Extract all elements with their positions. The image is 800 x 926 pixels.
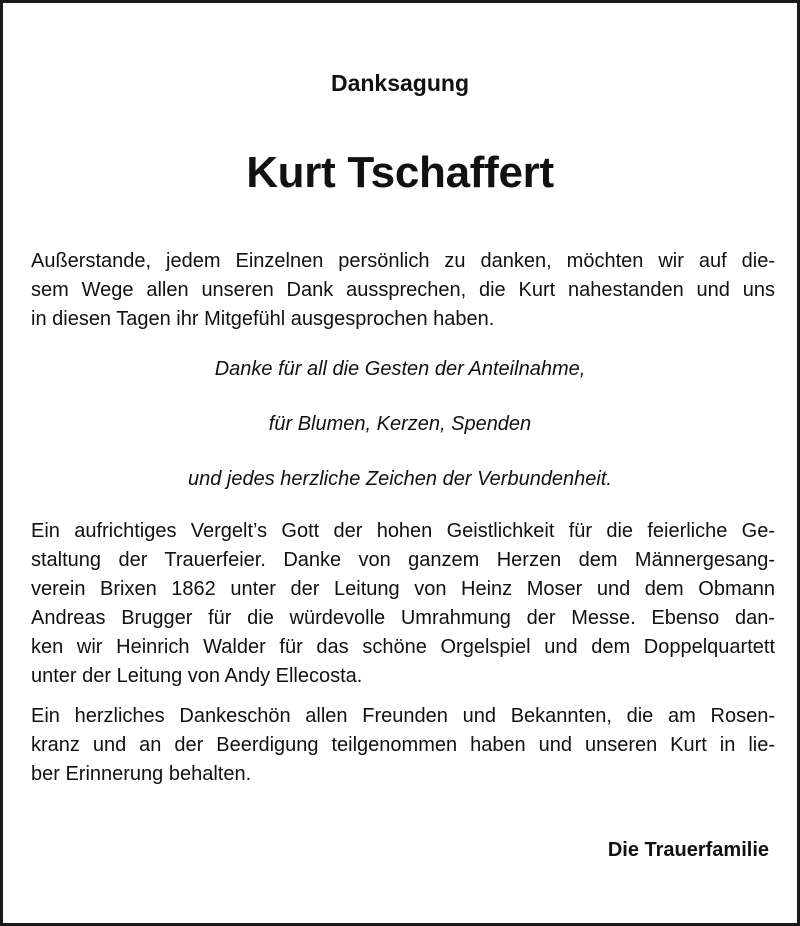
intro-line: in diesen Tagen ihr Mitgefühl ausgesprochen haben. [31,308,495,330]
signature: Die Trauerfamilie [607,839,769,861]
intro-line: Außerstande, jedem Einzelnen persönlich zu danken, möchten wir auf die- [31,250,775,272]
clergy-choir-paragraph [31,517,775,691]
intro-line: sem Wege allen unseren Dank aussprechen, die Kurt nahestanden und uns [31,279,775,301]
deceased-name: Kurt Tschaffert [246,148,554,197]
friends-paragraph [31,702,775,789]
paragraph-line: Andreas Brugger für die würdevolle Umrahmung der Messe. Ebenso dan- [31,607,775,629]
thanks-line-gestures: Danke für all die Gesten der Anteilnahme, [214,358,586,380]
paragraph-line: ken wir Heinrich Walder für das schöne Orgelspiel und dem Doppelquartett [31,636,775,658]
intro-paragraph [31,247,775,334]
thanks-line-flowers: für Blumen, Kerzen, Spenden [268,413,532,435]
paragraph-line: ber Erinnerung behalten. [31,763,252,785]
paragraph-line: Ein aufrichtiges Vergelt’s Gott der hohen Geistlichkeit für die feierliche Ge- [31,520,775,542]
notice-kicker: Danksagung [330,70,470,96]
thanks-line-solidarity: und jedes herzliche Zeichen der Verbundenheit. [188,468,612,490]
paragraph-line: unter der Leitung von Andy Ellecosta. [31,665,363,687]
paragraph-line: kranz und an der Beerdigung teilgenommen haben und unseren Kurt in lie- [31,734,775,756]
paragraph-line: Ein herzliches Dankeschön allen Freunden und Bekannten, die am Rosen- [31,705,775,727]
paragraph-line: verein Brixen 1862 unter der Leitung von Heinz Moser und dem Obmann [31,578,775,600]
paragraph-line: staltung der Trauerfeier. Danke von ganzem Herzen dem Männergesang- [31,549,775,571]
